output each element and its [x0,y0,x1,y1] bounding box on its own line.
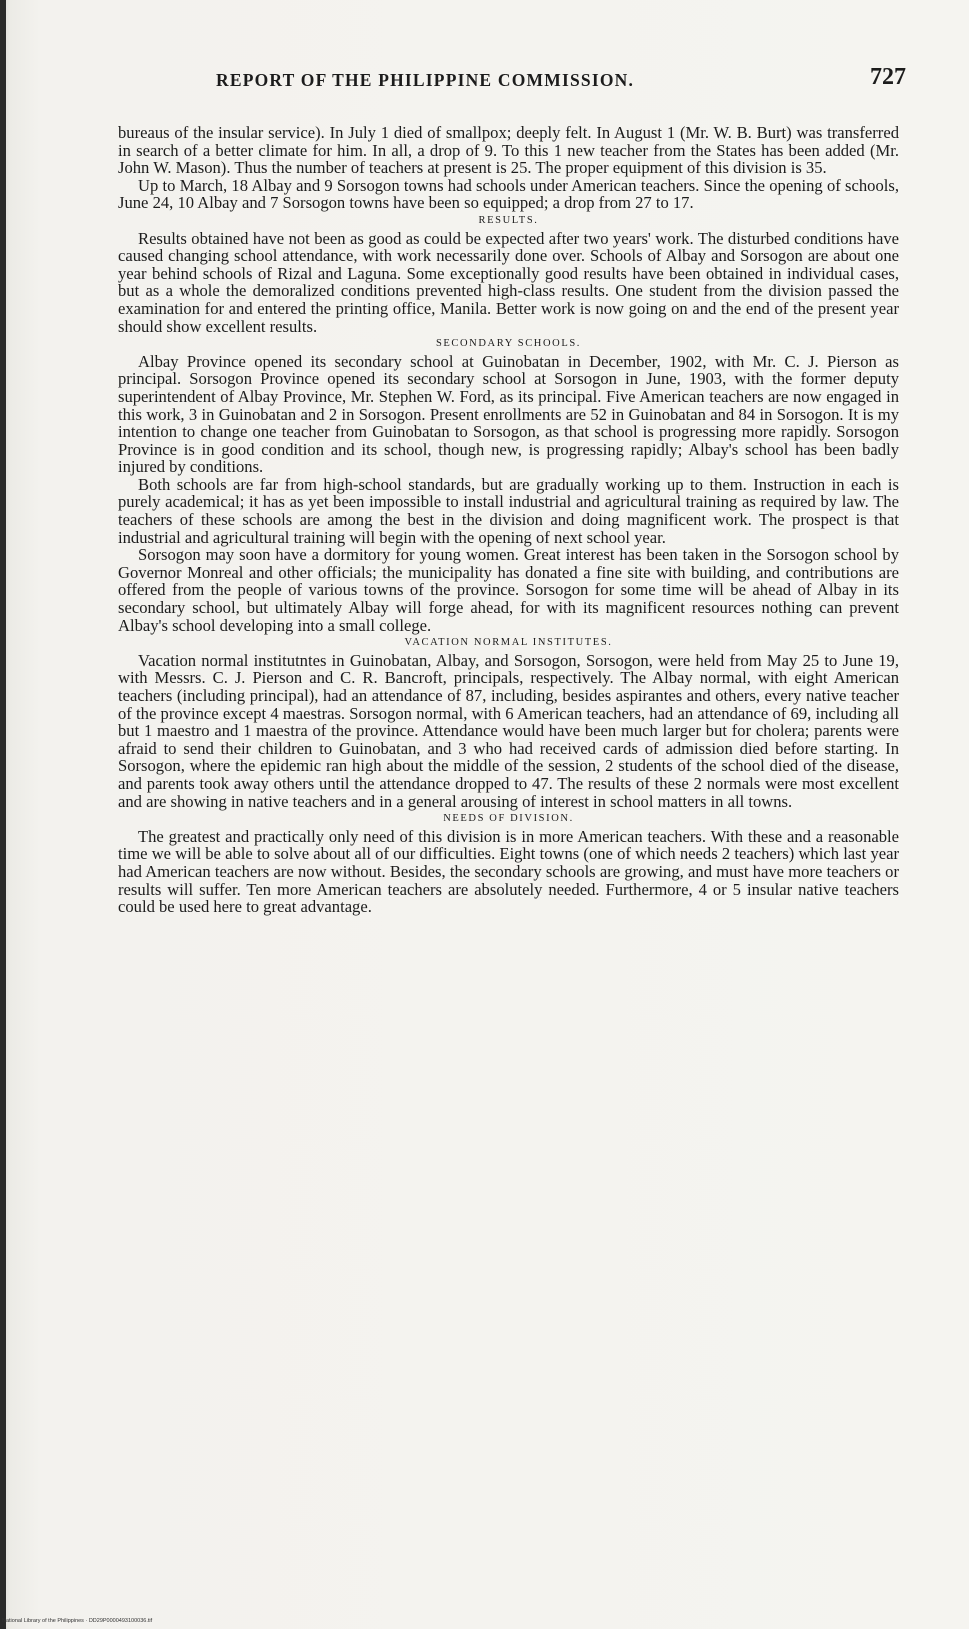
secondary-paragraph-1: Albay Province opened its secondary school at Guinobatan in December, 1902, with Mr. C. J. Pierson as principal. Sorsogon Province opened its secondary school at Sorsogon in June, 1903, with the former deputy superintendent of Albay Province, Mr. Stephen W. Ford, as its principal. Five American teachers are now engaged in this work, 3 in Guinobatan and 2 in Sorsogon. Present enrollments are 52 in Guinobatan and 84 in Sorsogon. It is my intention to change one teacher from Guinobatan to Sorsogon, as that school is progressing more rapidly. Sorsogon Province is in good condition and its school, though new, is progressing rapidly; Albay's school has been badly injured by conditions. [118,351,899,477]
section-heading-results: RESULTS. [478,214,539,226]
section-heading-needs-of-division: NEEDS OF DIVISION. [443,813,574,825]
page-number: 727 [870,64,906,90]
secondary-paragraph-3: Sorsogon may soon have a dormitory for young women. Great interest has been taken in the Sorsogon school by Governor Monreal and other officials; the municipality has donated a fine site with building, and contributions are offered from the people of various towns of the province. Sorsogon for some time will be ahead of Albay in its secondary school, but ultimately Albay will forge ahead, for with its magnificent resources nothing can prevent Albay's school developing into a small college. [118,545,899,635]
vacation-paragraph: Vacation normal institutntes in Guinobatan, Albay, and Sorsogon, Sorsogon, were held from May 25 to June 19, with Messrs. C. J. Pierson and C. R. Bancroft, principals, respectively. The Albay normal, with eight American teachers (including principal), had an attendance of 87, including, besides aspirantes and others, every native teacher of the province except 4 maestras. Sorsogon normal, with 6 American teachers, had an attendance of 69, including all but 1 maestro and 1 maestra of the province. Attendance would have been much larger but for cholera; parents were afraid to send their children to Guinobatan, and 3 who had received cards of admission died before starting. In Sorsogon, where the epidemic ran high about the middle of the session, 2 students of the school died of the disease, and parents took away others until the attendance dropped to 47. The results of these 2 normals were most excellent and are showing in native teachers and in a general arousing of interest in school matters in all towns. [118,650,899,811]
section-heading-vacation-normal-institutes: VACATION NORMAL INSTITUTES. [404,637,613,649]
running-header [216,64,906,96]
needs-paragraph: The greatest and practically only need of this division is in more American teachers. With these and a reasonable time we will be able to solve about all of our difficulties. Eight towns (one of which needs 2 teachers) which last year had American teachers are now without. Besides, the secondary schools are growing, and must have more teachers or results will suffer. Ten more American teachers are absolutely needed. Furthermore, 4 or 5 insular native teachers could be used here to great advantage. [118,826,899,917]
page-body [118,124,899,916]
page-binding-edge [0,0,6,1629]
running-title: REPORT OF THE PHILIPPINE COMMISSION. [216,70,635,90]
intro-paragraph-2: Up to March, 18 Albay and 9 Sorsogon towns had schools under American teachers. Since the opening of schools, June 24, 10 Albay and 7 Sorsogon towns have been so equipped; a drop from 27 to 17. [118,175,899,213]
results-paragraph: Results obtained have not been as good as could be expected after two years' work. The disturbed conditions have caused changing school attendance, with work necessarily done over. Schools of Albay and Sorsogon are about one year behind schools of Rizal and Laguna. Some exceptionally good results have been obtained in individual cases, but as a whole the demoralized conditions prevented high-class results. One student from the division passed the examination for and entered the printing office, Manila. Better work is now going on and the end of the present year should show excellent results. [118,228,899,336]
secondary-paragraph-2: Both schools are far from high-school standards, but are gradually working up to them. Instruction in each is purely academical; it has as yet been impossible to install industrial and agricultural training as required by law. The teachers of these schools are among the best in the division and doing magnificent work. The prospect is that industrial and agricultural training will begin with the opening of next school year. [118,474,899,547]
section-heading-secondary-schools: SECONDARY SCHOOLS. [435,338,582,350]
intro-paragraph-1: bureaus of the insular service). In July 1 died of smallpox; deeply felt. In August 1 (Mr. W. B. Burt) was transferred in search of a better climate for him. In all, a drop of 9. To this 1 new teacher from the States has been added (Mr. John W. Mason). Thus the number of teachers at present is 25. The proper equipment of this division is 35. [118,123,899,178]
scan-footer-caption: National Library of the Philippines · DD29P0000493100036.tif [2,1618,153,1624]
